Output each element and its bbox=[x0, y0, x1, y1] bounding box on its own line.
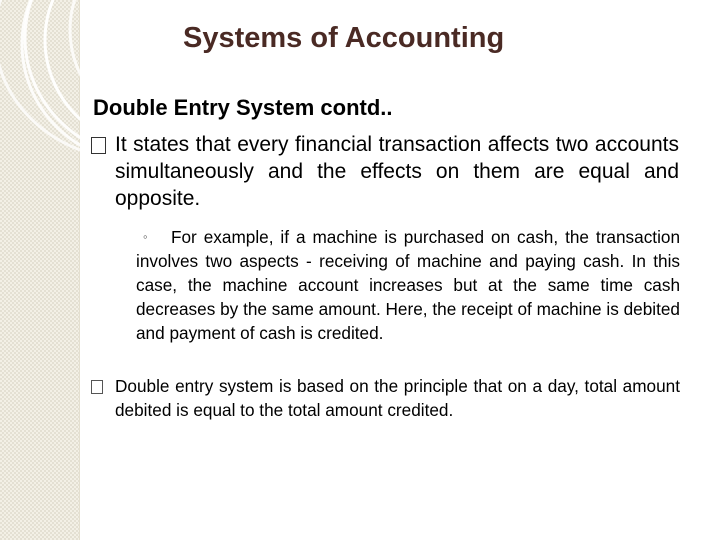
bullet-item-2-text: Double entry system is based on the principle that on a day, total amount debited is equal to the total amount credited. bbox=[115, 376, 680, 420]
bullet-item-1 bbox=[91, 131, 679, 212]
square-bullet-icon bbox=[91, 380, 103, 394]
slide-title: Systems of Accounting bbox=[183, 22, 505, 54]
sub-bullet-item-text: For example, if a machine is purchased on cash, the transaction involves two aspects - receiving of machine and paying cash. In this case, the machine account increases but at the same time cash decreases by the same amount. Here, the receipt of machine is debited and payment of cash is credited. bbox=[136, 227, 680, 343]
sub-bullet-item bbox=[114, 225, 680, 345]
square-bullet-icon bbox=[91, 137, 106, 154]
bullet-item-2 bbox=[91, 374, 680, 422]
section-subtitle: Double Entry System contd.. bbox=[93, 95, 393, 120]
circle-bullet-icon: ◦ bbox=[143, 229, 148, 244]
bullet-item-1-text: It states that every financial transaction affects two accounts simultaneously and the effects on them are equal and opposite. bbox=[115, 133, 679, 210]
